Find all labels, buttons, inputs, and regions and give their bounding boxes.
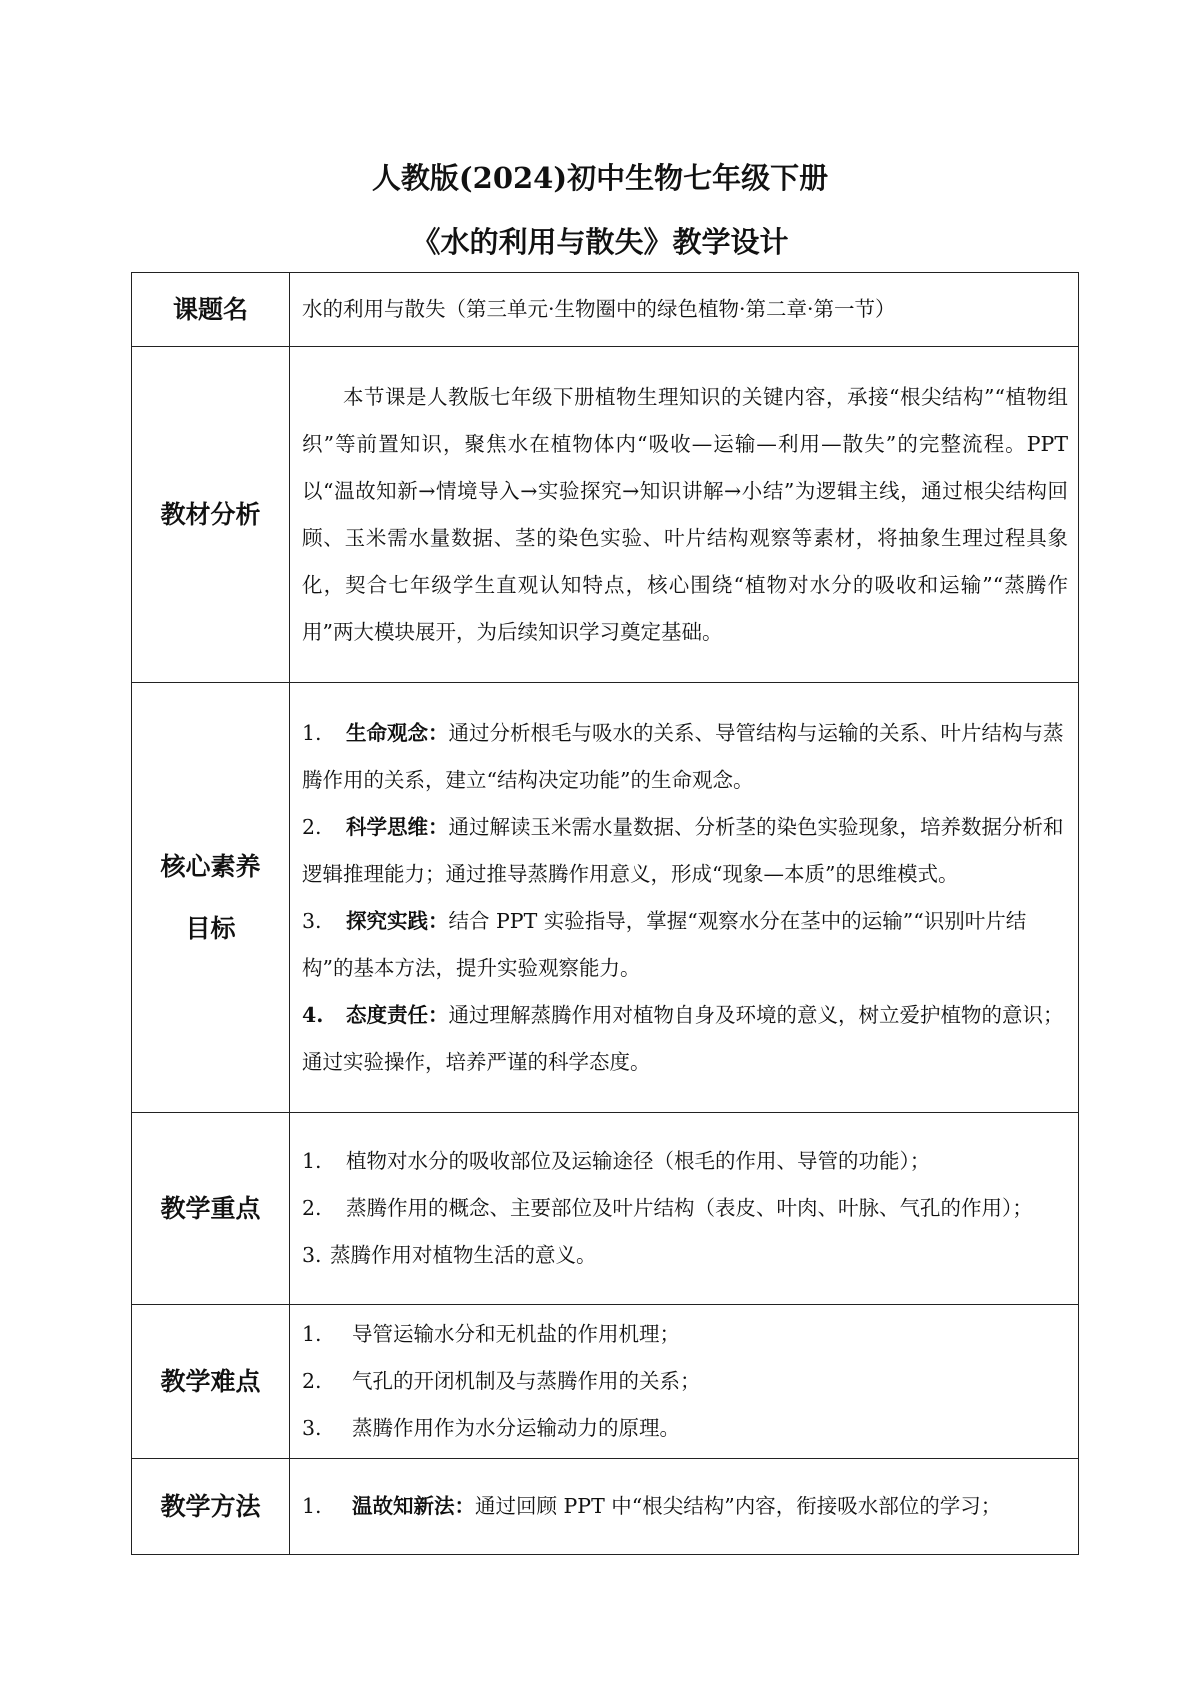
difficulty-number: 1.	[302, 1322, 322, 1346]
difficulty-number: 2.	[302, 1369, 322, 1393]
key-point-number: 2.	[302, 1196, 322, 1220]
goal-keyword: 探究实践：	[346, 908, 449, 933]
difficulty-number: 3.	[302, 1416, 322, 1440]
key-point-item	[302, 1138, 1068, 1185]
difficulty-item	[302, 1358, 1068, 1405]
method-number: 1.	[302, 1494, 322, 1518]
table-row-topic	[132, 273, 1079, 347]
method-keyword: 温故知新法：	[352, 1494, 475, 1518]
key-point-text: 蒸腾作用的概念、主要部位及叶片结构（表皮、叶肉、叶脉、气孔的作用）；	[346, 1196, 1033, 1220]
goal-text: 通过分析根毛与吸水的关系、导管结构与运输的关系、叶片结构与蒸腾作用的关系，建立“结构决定功能”的生命观念。	[302, 720, 1064, 792]
row-label-goals	[132, 683, 290, 1113]
method-text: 通过回顾 PPT 中“根尖结构”内容，衔接吸水部位的学习；	[475, 1494, 1002, 1518]
table-row-methods	[132, 1459, 1079, 1555]
table-row-key-points	[132, 1113, 1079, 1305]
difficulty-text: 导管运输水分和无机盐的作用机理；	[352, 1322, 680, 1346]
goal-number: 2.	[302, 814, 322, 839]
goal-text: 通过理解蒸腾作用对植物自身及环境的意义，树立爱护植物的意识；通过实验操作，培养严谨的科学态度。	[302, 1002, 1064, 1074]
goals-label-line1: 核心素养	[160, 851, 261, 881]
row-content-analysis	[290, 347, 1079, 683]
goal-number: 1.	[302, 720, 322, 745]
goal-item	[302, 710, 1068, 804]
row-label-difficulties: 教学难点	[132, 1305, 290, 1459]
goal-keyword: 生命观念：	[346, 720, 449, 745]
method-item	[302, 1483, 1068, 1530]
document-subtitle: 《水的利用与散失》教学设计	[411, 225, 789, 259]
row-label-key-points: 教学重点	[132, 1113, 290, 1305]
goals-label-line2: 目标	[185, 913, 236, 943]
goal-item	[302, 898, 1068, 992]
document-title: 人教版(2024)初中生物七年级下册	[371, 161, 829, 195]
goal-number: 3.	[302, 908, 322, 933]
key-point-number: 1.	[302, 1149, 322, 1173]
row-content-topic	[290, 273, 1079, 347]
key-point-text: 植物对水分的吸收部位及运输途径（根毛的作用、导管的功能）；	[346, 1149, 931, 1173]
difficulty-item	[302, 1405, 1068, 1452]
goal-text: 通过解读玉米需水量数据、分析茎的染色实验现象，培养数据分析和逻辑推理能力；通过推导蒸腾作用意义，形成“现象—本质”的思维模式。	[302, 814, 1064, 886]
row-label-analysis: 教材分析	[132, 347, 290, 683]
goal-number: 4.	[302, 1002, 324, 1027]
key-point-text: 蒸腾作用对植物生活的意义。	[330, 1243, 597, 1267]
goal-keyword: 科学思维：	[346, 814, 449, 839]
goal-item	[302, 992, 1068, 1086]
key-point-number: 3.	[302, 1243, 322, 1267]
difficulty-item	[302, 1311, 1068, 1358]
row-content-goals	[290, 683, 1079, 1113]
row-label-topic: 课题名	[132, 273, 290, 347]
analysis-paragraph: 本节课是人教版七年级下册植物生理知识的关键内容，承接“根尖结构”“植物组织”等前置知识，聚焦水在植物体内“吸收—运输—利用—散失”的完整流程。PPT 以“温故知新→情境导入→实验探究→知识讲解→小结”为逻辑主线，通过根尖结构回顾、玉米需水量数据、茎的染色实验、叶片结构观察等素材，将抽象生理过程具象化，契合七年级学生直观认知特点，核心围绕“植物对水分的吸收和运输”“蒸腾作用”两大模块展开，为后续知识学习奠定基础。	[302, 384, 1068, 644]
row-content-key-points	[290, 1113, 1079, 1305]
goal-item	[302, 804, 1068, 898]
goal-text: 结合 PPT 实验指导，掌握“观察水分在茎中的运输”“识别叶片结构”的基本方法，提升实验观察能力。	[302, 908, 1027, 980]
table-row-difficulties	[132, 1305, 1079, 1459]
difficulty-text: 气孔的开闭机制及与蒸腾作用的关系；	[352, 1369, 701, 1393]
key-point-item	[302, 1232, 1068, 1279]
row-content-difficulties	[290, 1305, 1079, 1459]
table-row-analysis	[132, 347, 1079, 683]
row-label-methods: 教学方法	[132, 1459, 290, 1555]
topic-text: 水的利用与散失（第三单元·生物圈中的绿色植物·第二章·第一节）	[302, 297, 896, 321]
lesson-plan-table	[131, 272, 1079, 1555]
row-content-methods	[290, 1459, 1079, 1555]
difficulty-text: 蒸腾作用作为水分运输动力的原理。	[352, 1416, 680, 1440]
key-point-item	[302, 1185, 1068, 1232]
table-row-goals	[132, 683, 1079, 1113]
goal-keyword: 态度责任：	[346, 1002, 449, 1027]
